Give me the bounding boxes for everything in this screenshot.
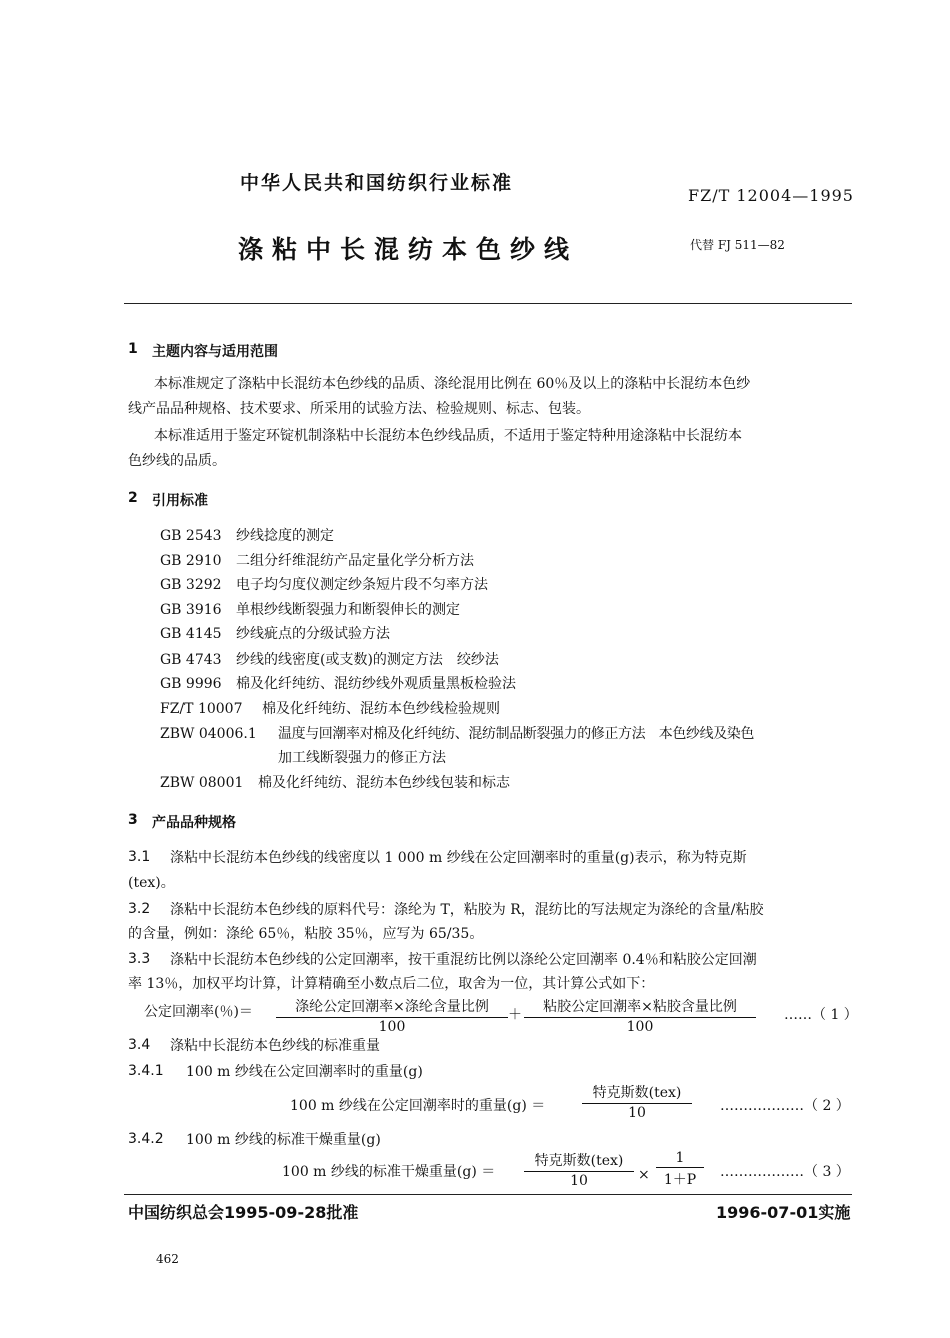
sec2-title: 引用标准 — [152, 493, 208, 509]
sec3-title: 产品品种规格 — [152, 815, 236, 831]
ref-code: GB 9996 — [160, 676, 222, 692]
clause-3-4-2-title: 100 m 纱线的标准干燥重量(g) — [186, 1132, 381, 1148]
sec3-number: 3 — [128, 812, 138, 828]
clause-3-4-1-number: 3.4.1 — [128, 1063, 164, 1079]
effective-date-line: 1996-07-01实施 — [716, 1203, 851, 1222]
formula-1-plus: ＋ — [508, 1007, 522, 1023]
formula-3-denominator-2: 1＋P — [663, 1172, 697, 1188]
ref-code: GB 4743 — [160, 652, 222, 668]
formula-2-fraction — [582, 1082, 692, 1121]
clause-3-2-number: 3.2 — [128, 901, 151, 917]
formula-1-lhs: 公定回潮率(％)＝ — [144, 1004, 253, 1020]
clause-3-4-1-title: 100 m 纱线在公定回潮率时的重量(g) — [186, 1064, 423, 1080]
ref-text: 棉及化纤纯纺、混纺纱线外观质量黑板检验法 — [236, 676, 516, 692]
ref-text: 棉及化纤纯纺、混纺本色纱线包装和标志 — [258, 775, 510, 791]
document-title: 涤粘中长混纺本色纱线 — [238, 235, 579, 264]
formula-3-denominator-1: 10 — [570, 1173, 588, 1189]
replaces-note: 代替 FJ 511—82 — [690, 238, 785, 252]
formula-1-numerator-1: 涤纶公定回潮率×涤纶含量比例 — [276, 996, 508, 1018]
ref-code: GB 3292 — [160, 577, 222, 593]
ref-text: 电子均匀度仪测定纱条短片段不匀率方法 — [236, 577, 488, 593]
sec1-para2-line2: 色纱线的品质。 — [128, 453, 226, 469]
clause-3-4-number: 3.4 — [128, 1037, 151, 1053]
sec2-number: 2 — [128, 490, 138, 506]
ref-code: ZBW 08001 — [160, 775, 244, 791]
clause-3-1-line2: (tex)。 — [128, 875, 175, 891]
formula-1-denominator-1: 100 — [378, 1019, 406, 1035]
formula-2-denominator: 10 — [628, 1105, 646, 1121]
sec1-number: 1 — [128, 341, 138, 357]
ref-text: 单根纱线断裂强力和断裂伸长的测定 — [236, 602, 460, 618]
footer-rule — [124, 1194, 852, 1195]
ref-text: 棉及化纤纯纺、混纺本色纱线检验规则 — [262, 701, 500, 717]
clause-3-4-title: 涤粘中长混纺本色纱线的标准重量 — [170, 1038, 380, 1054]
formula-3-lhs: 100 m 纱线的标准干燥重量(g) ＝ — [282, 1164, 496, 1180]
clause-3-3-number: 3.3 — [128, 951, 151, 967]
standard-number: FZ/T 12004—1995 — [688, 186, 854, 205]
ref-code: GB 2910 — [160, 553, 222, 569]
ref-text: 二组分纤维混纺产品定量化学分析方法 — [236, 553, 474, 569]
sec1-para1-line2: 线产品品种规格、技术要求、所采用的试验方法、检验规则、标志、包装。 — [128, 401, 590, 417]
formula-2-lhs: 100 m 纱线在公定回潮率时的重量(g) ＝ — [290, 1098, 546, 1114]
formula-1-fraction-1 — [276, 996, 508, 1035]
ref-code: GB 3916 — [160, 602, 222, 618]
formula-3-times: × — [638, 1167, 650, 1183]
formula-1-numerator-2: 粘胶公定回潮率×粘胶含量比例 — [524, 996, 756, 1018]
sec1-title: 主题内容与适用范围 — [152, 344, 278, 360]
header-rule — [124, 303, 852, 304]
page-number: 462 — [156, 1252, 179, 1266]
org-title: 中华人民共和国纺织行业标准 — [240, 172, 514, 194]
formula-1-tag: ……（ 1 ） — [784, 1007, 858, 1023]
ref-code: FZ/T 10007 — [160, 701, 243, 717]
ref-text: 纱线的线密度(或支数)的测定方法 绞纱法 — [236, 652, 499, 668]
clause-3-1-number: 3.1 — [128, 849, 151, 865]
ref-code: GB 4145 — [160, 626, 222, 642]
ref-text-continued: 加工线断裂强力的修正方法 — [278, 750, 446, 766]
formula-2-numerator: 特克斯数(tex) — [582, 1082, 692, 1104]
clause-3-3-line2: 率 13％，加权平均计算，计算精确至小数点后二位，取舍为一位，其计算公式如下： — [128, 976, 655, 992]
sec1-para1-line1: 本标准规定了涤粘中长混纺本色纱线的品质、涤纶混用比例在 60％及以上的涤粘中长混纺本色纱 — [154, 376, 751, 392]
approval-line: 中国纺织总会1995-09-28批准 — [128, 1203, 359, 1222]
formula-1-denominator-2: 100 — [626, 1019, 654, 1035]
formula-3-numerator-2: 1 — [656, 1150, 704, 1168]
clause-3-1-line1: 涤粘中长混纺本色纱线的线密度以 1 000 m 纱线在公定回潮率时的重量(g)表示，称为特克斯 — [170, 850, 747, 866]
formula-3-tag: ………………（ 3 ） — [720, 1164, 850, 1180]
ref-text: 纱线捻度的测定 — [236, 528, 334, 544]
ref-code: GB 2543 — [160, 528, 222, 544]
ref-code: ZBW 04006.1 — [160, 726, 257, 742]
sec1-para2-line1: 本标准适用于鉴定环锭机制涤粘中长混纺本色纱线品质，不适用于鉴定特种用途涤粘中长混纺本 — [154, 428, 742, 444]
clause-3-2-line1: 涤粘中长混纺本色纱线的原料代号：涤纶为 T，粘胶为 R，混纺比的写法规定为涤纶的含量/粘胶 — [170, 902, 764, 918]
formula-3-numerator-1: 特克斯数(tex) — [524, 1150, 634, 1172]
formula-3-fraction-2 — [656, 1150, 704, 1189]
formula-1-fraction-2 — [524, 996, 756, 1035]
ref-text: 纱线疵点的分级试验方法 — [236, 626, 390, 642]
ref-text: 温度与回潮率对棉及化纤纯纺、混纺制品断裂强力的修正方法 本色纱线及染色 — [278, 726, 754, 742]
formula-2-tag: ………………（ 2 ） — [720, 1098, 850, 1114]
clause-3-2-line2: 的含量，例如：涤纶 65％，粘胶 35％，应写为 65/35。 — [128, 926, 484, 942]
clause-3-3-line1: 涤粘中长混纺本色纱线的公定回潮率，按干重混纺比例以涤纶公定回潮率 0.4％和粘胶公定回潮 — [170, 952, 757, 968]
clause-3-4-2-number: 3.4.2 — [128, 1131, 164, 1147]
formula-3-fraction-1 — [524, 1150, 634, 1189]
